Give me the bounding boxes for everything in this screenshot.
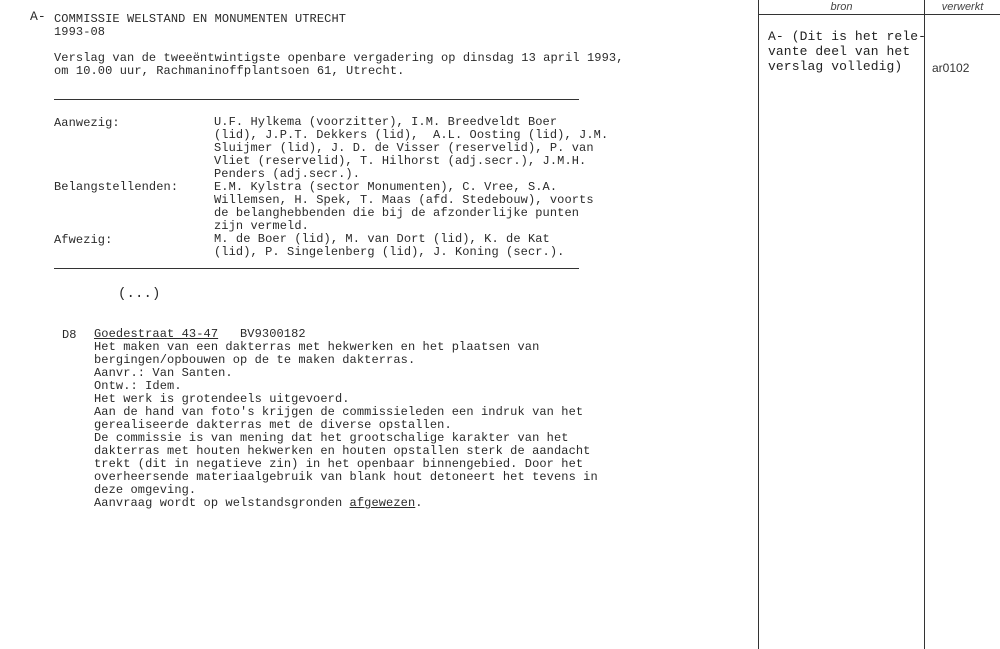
item-decision-line — [94, 497, 423, 510]
absent-label: Afwezig: — [54, 233, 113, 247]
intro-line-2: om 10.00 uur, Rachmaninoffplantsoen 61, Utrecht. — [54, 64, 405, 78]
bron-note-line: A- (Dit is het rele- — [768, 29, 927, 44]
item-text-line: overheersende materiaalgebruik van blank hout detoneert het tevens in — [94, 470, 598, 484]
bron-column-left-border — [758, 0, 759, 649]
interested-line: zijn vermeld. — [214, 219, 309, 233]
verwerkt-column-left-border — [924, 0, 925, 649]
report-code: 1993-08 — [54, 25, 106, 39]
item-text-line: gerealiseerde dakterras met de diverse opstallen. — [94, 418, 452, 432]
present-line: (lid), J.P.T. Dekkers (lid), A.L. Oosting (lid), J.M. — [214, 128, 609, 142]
verwerkt-code: ar0102 — [932, 61, 970, 75]
omission-ellipsis: (...) — [118, 286, 161, 302]
decision-prefix: Aanvraag wordt op welstandsgronden — [94, 496, 350, 510]
item-text-line: Het maken van een dakterras met hekwerken en het plaatsen van — [94, 340, 540, 354]
interested-line: E.M. Kylstra (sector Monumenten), C. Vree, S.A. — [214, 180, 558, 194]
item-text-line: bergingen/opbouwen op de te maken dakterras. — [94, 353, 416, 367]
interested-line: Willemsen, H. Spek, T. Maas (afd. Stedebouw), voorts — [214, 193, 594, 207]
intro-line-1: Verslag van de tweeëntwintigste openbare vergadering op dinsdag 13 april 1993, — [54, 51, 624, 65]
column-header-divider — [758, 14, 1000, 15]
bron-column-header: bron — [830, 1, 853, 13]
absent-line: M. de Boer (lid), M. van Dort (lid), K. de Kat — [214, 232, 550, 246]
item-number: D8 — [62, 328, 77, 342]
item-reference: BV9300182 — [240, 327, 306, 341]
bron-note-line: verslag volledig) — [768, 59, 903, 74]
present-line: U.F. Hylkema (voorzitter), I.M. Breedveldt Boer — [214, 115, 558, 129]
present-line: Penders (adj.secr.). — [214, 167, 361, 181]
present-line: Vliet (reservelid), T. Hilhorst (adj.secr.), J.M.H. — [214, 154, 587, 168]
bron-note-line: vante deel van het — [768, 44, 911, 59]
bottom-divider — [54, 268, 579, 269]
org-title: COMMISSIE WELSTAND EN MONUMENTEN UTRECHT — [54, 12, 347, 26]
item-text-line: dakterras met houten hekwerken en houten opstallen sterk de aandacht — [94, 444, 591, 458]
section-marker: A- — [30, 9, 46, 24]
interested-line: de belanghebbenden die bij de afzonderlijke punten — [214, 206, 580, 220]
item-text-line: Aan de hand van foto's krijgen de commissieleden een indruk van het — [94, 405, 584, 419]
item-text-line: Het werk is grotendeels uitgevoerd. — [94, 392, 350, 406]
interested-label: Belangstellenden: — [54, 180, 179, 194]
absent-line: (lid), P. Singelenberg (lid), J. Koning (secr.). — [214, 245, 565, 259]
present-line: Sluijmer (lid), J. D. de Visser (reservelid), P. van — [214, 141, 594, 155]
decision-verdict: afgewezen — [349, 496, 416, 510]
item-address: Goedestraat 43-47 — [94, 327, 219, 341]
top-divider — [54, 99, 579, 100]
item-text-line: Ontw.: Idem. — [94, 379, 182, 393]
item-text-line: deze omgeving. — [94, 483, 197, 497]
present-label: Aanwezig: — [54, 116, 120, 130]
item-text-line: De commissie is van mening dat het grootschalige karakter van het — [94, 431, 569, 445]
verwerkt-column-header: verwerkt — [941, 1, 984, 13]
item-text-line: trekt (dit in negatieve zin) in het openbaar binnengebied. Door het — [94, 457, 584, 471]
decision-suffix: . — [415, 496, 423, 510]
item-text-line: Aanvr.: Van Santen. — [94, 366, 233, 380]
